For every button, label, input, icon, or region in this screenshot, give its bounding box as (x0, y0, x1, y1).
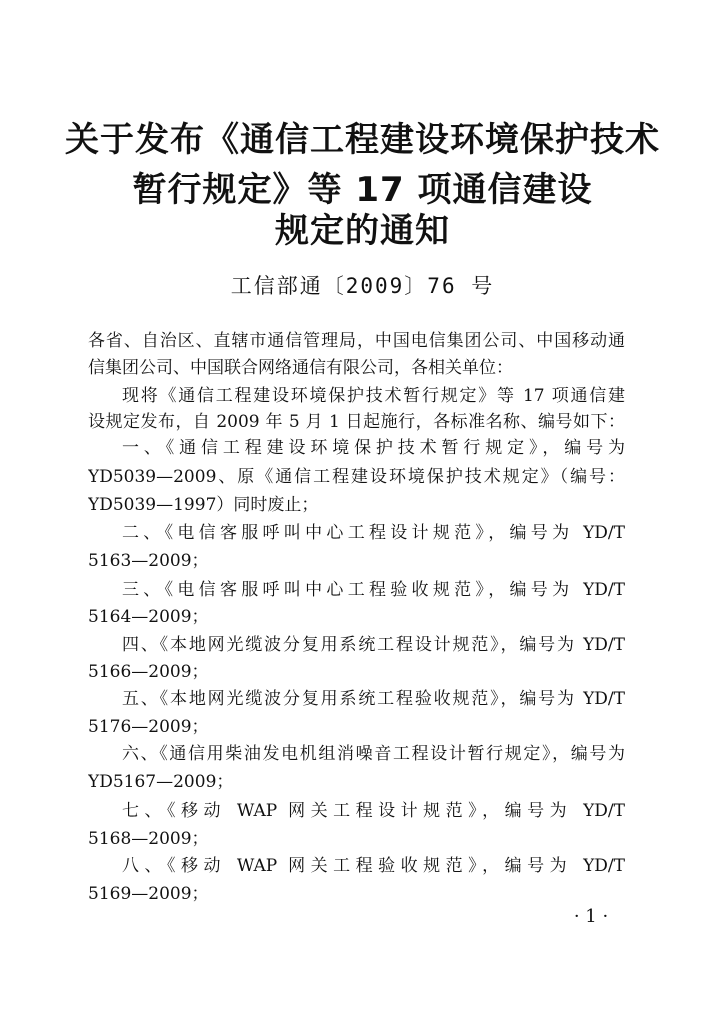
intro-line-2: 设规定发布，自 2009 年 5 月 1 日起施行，各标准名称、编号如下： (88, 412, 625, 432)
page-number: · 1 · (573, 906, 609, 927)
list-item-1-line-3: YD5039—1997）同时废止； (88, 495, 319, 515)
list-item-3-line-2: 5164—2009； (88, 607, 209, 627)
list-item-6-line-2: YD5167—2009； (88, 772, 234, 792)
list-item-2-line-1: 二、《电信客服呼叫中心工程设计规范》，编号为 YD/T (122, 523, 625, 543)
list-item-5-line-1: 五、《本地网光缆波分复用系统工程验收规范》，编号为 YD/T (122, 689, 625, 709)
list-item-1-line-1: 一、《通信工程建设环境保护技术暂行规定》，编号为 (122, 438, 625, 458)
list-item-6-line-1: 六、《通信用柴油发电机组消噪音工程设计暂行规定》，编号为 (122, 744, 625, 764)
salutation-line-1: 各省、自治区、直辖市通信管理局，中国电信集团公司、中国移动通 (88, 331, 625, 351)
list-item-4-line-2: 5166—2009； (88, 662, 209, 682)
title-line-1: 关于发布《通信工程建设环境保护技术 (65, 120, 660, 160)
list-item-3-line-1: 三、《电信客服呼叫中心工程验收规范》，编号为 YD/T (122, 580, 625, 600)
salutation-line-2: 信集团公司、中国联合网络通信有限公司，各相关单位： (88, 358, 513, 378)
list-item-5-line-2: 5176—2009； (88, 717, 209, 737)
document-number: 工信部通〔2009〕76 号 (230, 274, 495, 298)
title-line-2: 暂行规定》等 17 项通信建设 (132, 170, 593, 210)
list-item-4-line-1: 四、《本地网光缆波分复用系统工程设计规范》，编号为 YD/T (122, 635, 625, 655)
list-item-2-line-2: 5163—2009； (88, 551, 209, 571)
list-item-8-line-2: 5169—2009； (88, 884, 209, 904)
intro-line-1: 现将《通信工程建设环境保护技术暂行规定》等 17 项通信建 (122, 386, 625, 406)
list-item-1-line-2: YD5039—2009、原《通信工程建设环境保护技术规定》（编号： (88, 467, 625, 487)
list-item-7-line-2: 5168—2009； (88, 829, 209, 849)
list-item-8-line-1: 八、《移动 WAP 网关工程验收规范》，编号为 YD/T (122, 856, 625, 876)
title-line-3: 规定的通知 (275, 211, 450, 251)
list-item-7-line-1: 七、《移动 WAP 网关工程设计规范》，编号为 YD/T (122, 801, 625, 821)
